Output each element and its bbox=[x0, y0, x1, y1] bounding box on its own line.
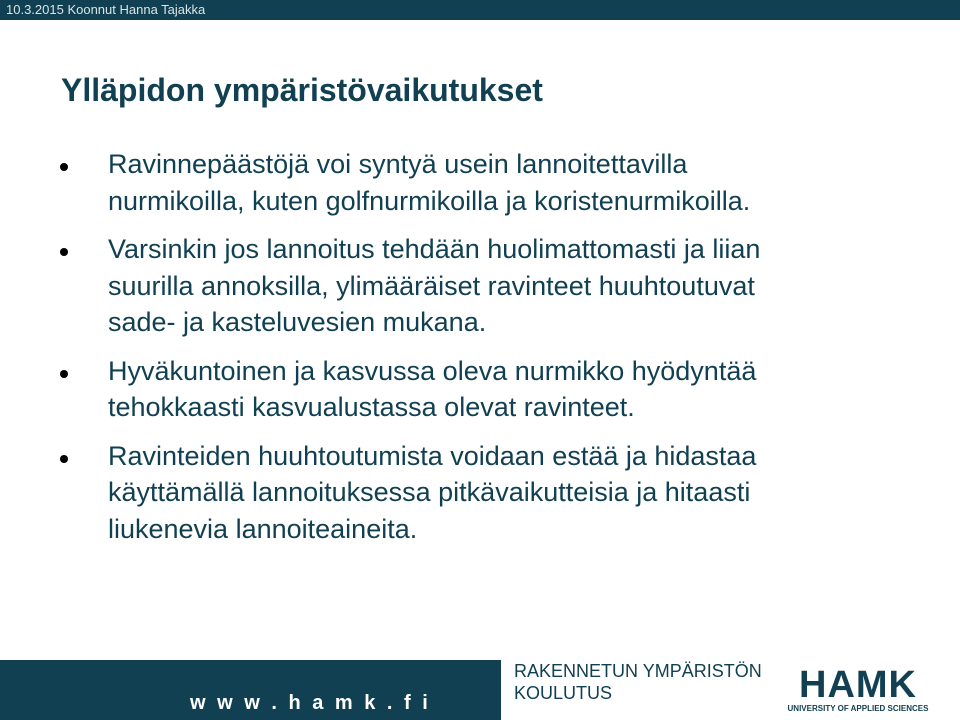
bullet-point-icon bbox=[60, 370, 68, 378]
top-bar bbox=[0, 0, 960, 20]
hamk-logo-icon: HAMK bbox=[799, 664, 917, 706]
bullet-item bbox=[60, 146, 900, 219]
bullet-text: Hyväkuntoinen ja kasvussa oleva nurmikko hyödyntää tehokkaasti kasvualustassa olevat ravinteet. bbox=[108, 355, 757, 422]
bullet-text: Ravinteiden huuhtoutumista voidaan estää ja hidastaa käyttämällä lannoituksessa pitkävaikutteisia ja hitaasti liukenevia lannoiteaineita. bbox=[108, 440, 757, 544]
bullet-item bbox=[60, 353, 900, 426]
bullet-point-icon bbox=[60, 248, 68, 256]
logo-subtitle: UNIVERSITY OF APPLIED SCIENCES bbox=[787, 704, 929, 713]
bullet-point-icon bbox=[60, 455, 68, 463]
footer-logo-box bbox=[501, 645, 960, 720]
bullet-text: Ravinnepäästöjä voi syntyä usein lannoitettavilla nurmikoilla, kuten golfnurmikoilla ja koristenurmikoilla. bbox=[108, 149, 751, 216]
bullet-point-icon bbox=[60, 163, 68, 171]
slide-title: Ylläpidon ympäristövaikutukset bbox=[61, 72, 543, 108]
bullet-list bbox=[60, 146, 900, 559]
bullet-item bbox=[60, 438, 900, 548]
department-label: RAKENNETUN YMPÄRISTÖN KOULUTUS bbox=[514, 661, 762, 703]
bullet-item bbox=[60, 231, 900, 341]
bullet-text: Varsinkin jos lannoitus tehdään huolimattomasti ja liian suurilla annoksilla, ylimääräiset ravinteet huuhtoutuvat sade- ja kasteluvesien mukana. bbox=[108, 234, 761, 337]
date-author-label: 10.3.2015 Koonnut Hanna Tajakka bbox=[6, 2, 206, 17]
footer-url[interactable]: w w w . h a m k . f i bbox=[190, 692, 431, 714]
